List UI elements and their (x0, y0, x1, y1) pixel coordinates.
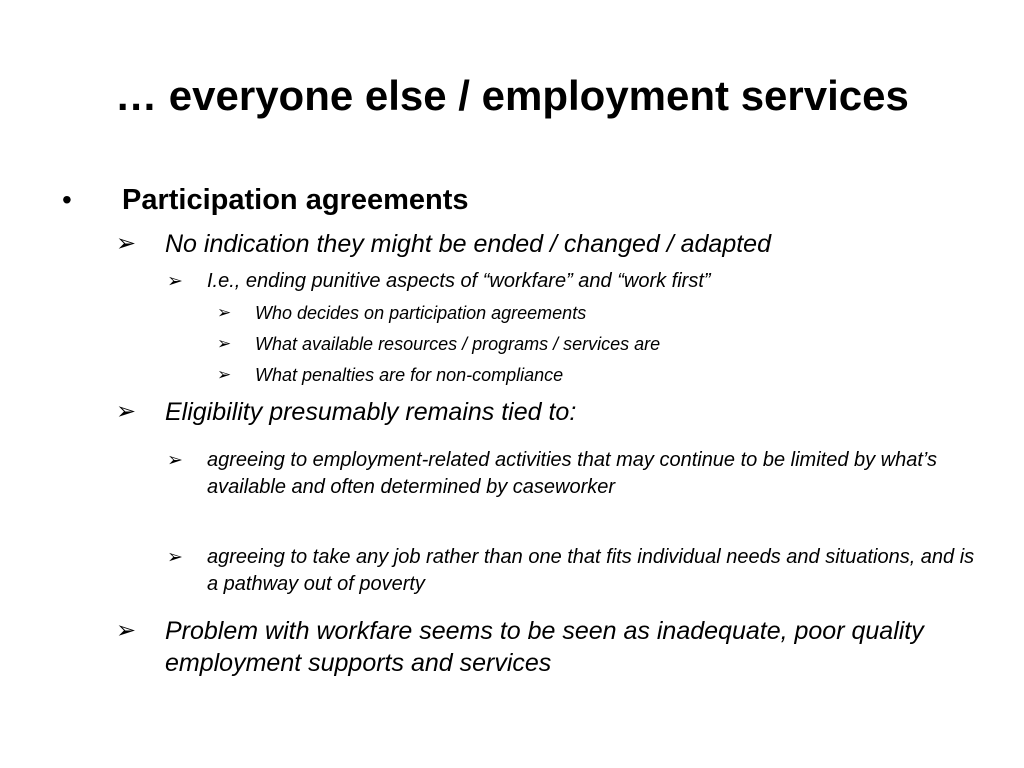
slide-title: … everyone else / employment services (115, 72, 909, 119)
arrow-bullet-icon: ➢ (217, 303, 232, 322)
bullet-item (62, 180, 962, 220)
arrow-bullet-icon: ➢ (217, 334, 232, 353)
subbullet-item (116, 228, 996, 260)
subbullet-item (167, 447, 967, 501)
subbullet-text: No indication they might be ended / changed / adapted (165, 230, 771, 258)
subbullet-item (217, 329, 977, 359)
subbullet-item (167, 544, 977, 598)
arrow-bullet-icon: ➢ (116, 230, 137, 257)
arrow-bullet-icon: ➢ (167, 271, 183, 292)
subbullet-text: Eligibility presumably remains tied to: (165, 398, 577, 426)
arrow-bullet-icon: ➢ (217, 365, 232, 384)
arrow-bullet-icon: ➢ (116, 617, 137, 644)
arrow-bullet-icon: ➢ (167, 547, 183, 568)
subbullet-text: I.e., ending punitive aspects of “workfare” and “work first” (207, 270, 711, 292)
subbullet-text: agreeing to employment-related activities that may continue to be limited by what’s available and often determined by caseworker (207, 449, 938, 498)
subbullet-item (167, 268, 987, 295)
subbullet-item (217, 298, 977, 328)
subbullet-item (116, 615, 976, 679)
subbullet-text: Who decides on participation agreements (255, 303, 587, 323)
subbullet-text: What penalties are for non-compliance (255, 365, 564, 385)
arrow-bullet-icon: ➢ (167, 450, 183, 471)
bullet-text: Participation agreements (122, 184, 469, 216)
arrow-bullet-icon: ➢ (116, 398, 137, 425)
subbullet-item (217, 360, 977, 390)
bullet-icon: • (62, 184, 72, 215)
subbullet-text: What available resources / programs / services are (255, 334, 661, 354)
subbullet-text: agreeing to take any job rather than one that fits individual needs and situations, and is a pathway out of poverty (207, 546, 975, 595)
subbullet-text: Problem with workfare seems to be seen as inadequate, poor quality employment supports and services (165, 617, 924, 677)
subbullet-item (116, 396, 996, 428)
